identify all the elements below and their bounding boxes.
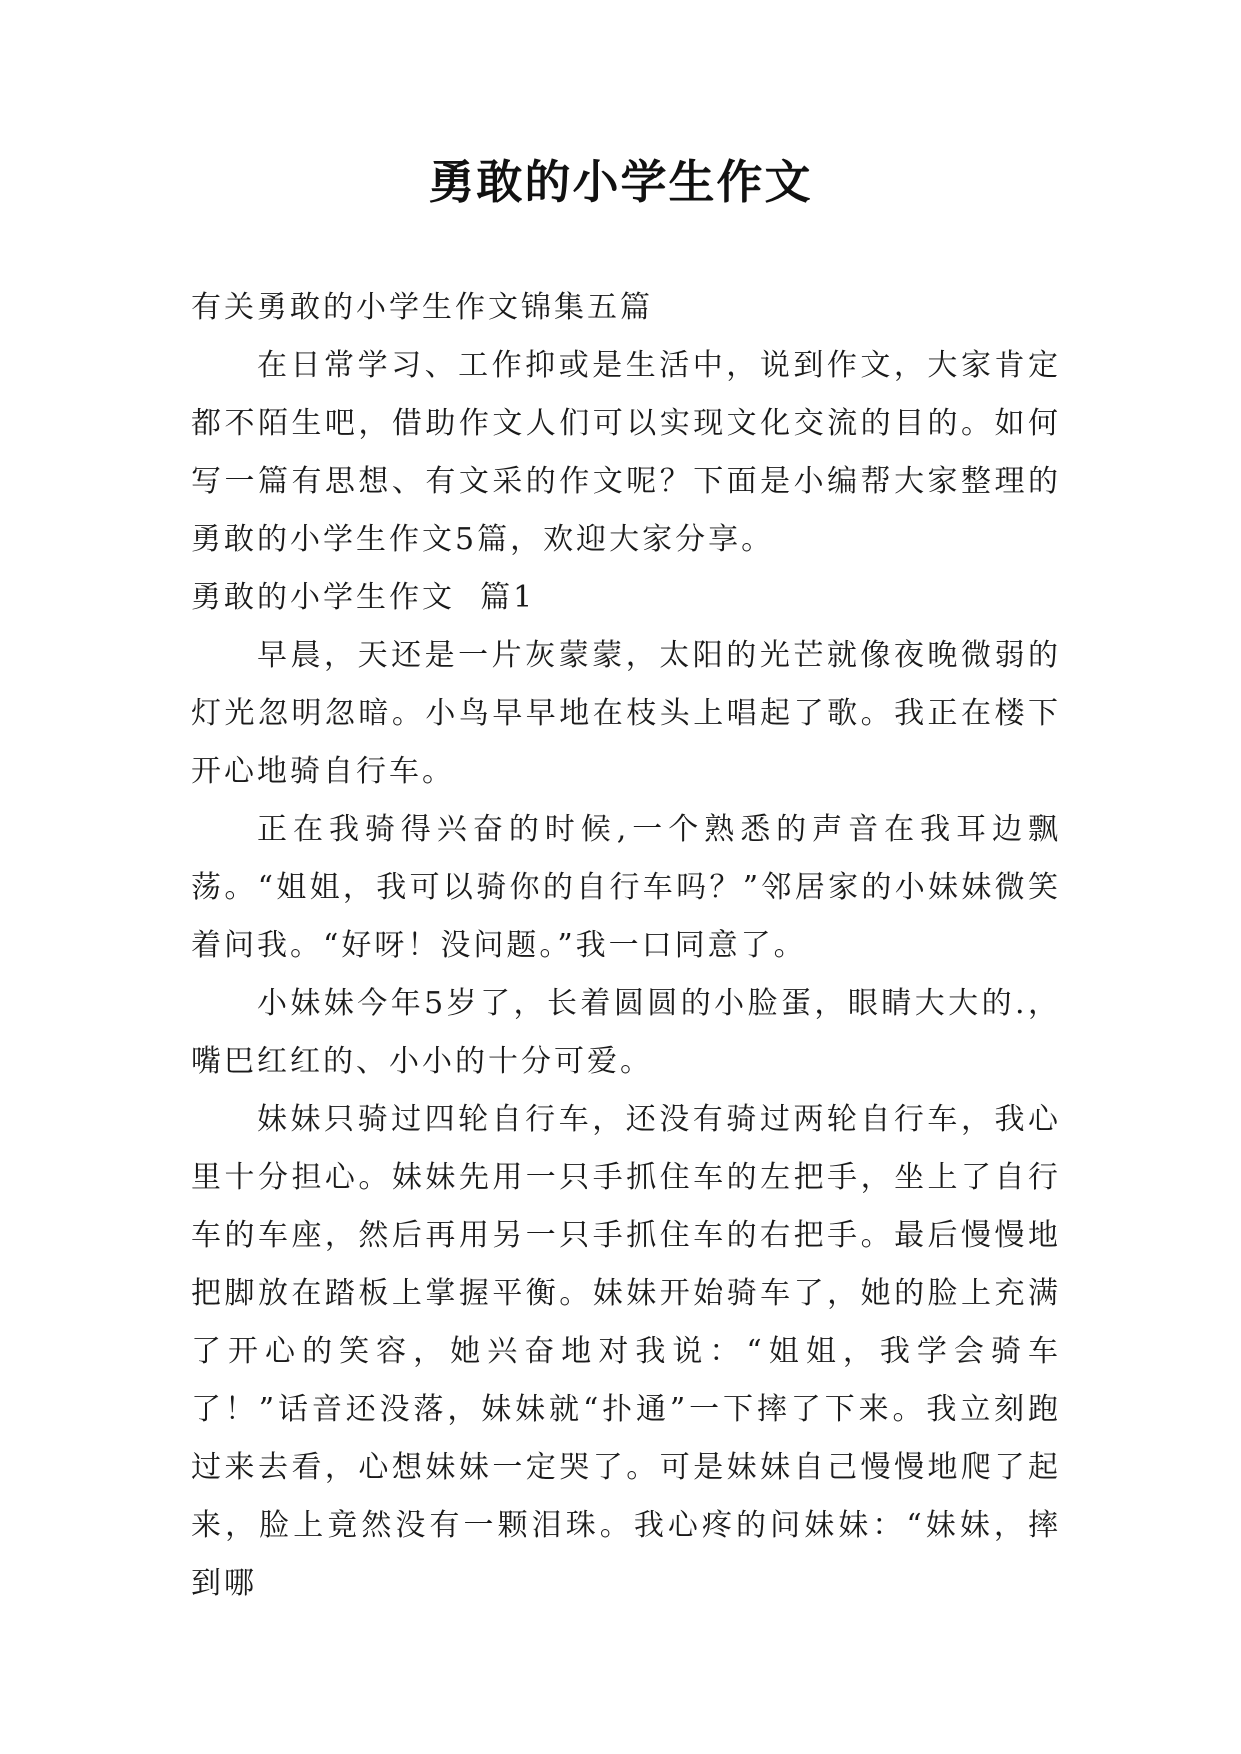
body-paragraph: 早晨，天还是一片灰蒙蒙，太阳的光芒就像夜晚微弱的灯光忽明忽暗。小鸟早早地在枝头上唱起了歌。我正在楼下开心地骑自行车。 (191, 638, 1061, 789)
document-body (191, 279, 1061, 1613)
document-title: 勇敢的小学生作文 (428, 155, 813, 209)
body-paragraph: 妹妹只骑过四轮自行车，还没有骑过两轮自行车，我心里十分担心。妹妹先用一只手抓住车的左把手，坐上了自行车的车座，然后再用另一只手抓住车的右把手。最后慢慢地把脚放在踏板上掌握平衡。妹妹开始骑车了，她的脸上充满了开心的笑容，她兴奋地对我说：“姐姐，我学会骑车了！”话音还没落，妹妹就“扑通”一下摔了下来。我立刻跑过来去看，心想妹妹一定哭了。可是妹妹自己慢慢地爬了起来，脸上竟然没有一颗泪珠。我心疼的问妹妹：“妹妹，摔到哪 (191, 1102, 1061, 1601)
subtitle: 有关勇敢的小学生作文锦集五篇 (191, 290, 653, 325)
body-paragraph: 小妹妹今年5岁了，长着圆圆的小脸蛋，眼睛大大的.，嘴巴红红的、小小的十分可爱。 (191, 986, 1061, 1079)
body-paragraph: 正在我骑得兴奋的时候,一个熟悉的声音在我耳边飘荡。“姐姐，我可以骑你的自行车吗？”邻居家的小妹妹微笑着问我。“好呀！没问题。”我一口同意了。 (191, 812, 1061, 963)
section-heading: 勇敢的小学生作文 篇1 (191, 580, 536, 615)
intro-paragraph: 在日常学习、工作抑或是生活中，说到作文，大家肯定都不陌生吧，借助作文人们可以实现文化交流的目的。如何写一篇有思想、有文采的作文呢？下面是小编帮大家整理的勇敢的小学生作文5篇，欢迎大家分享。 (191, 348, 1061, 557)
